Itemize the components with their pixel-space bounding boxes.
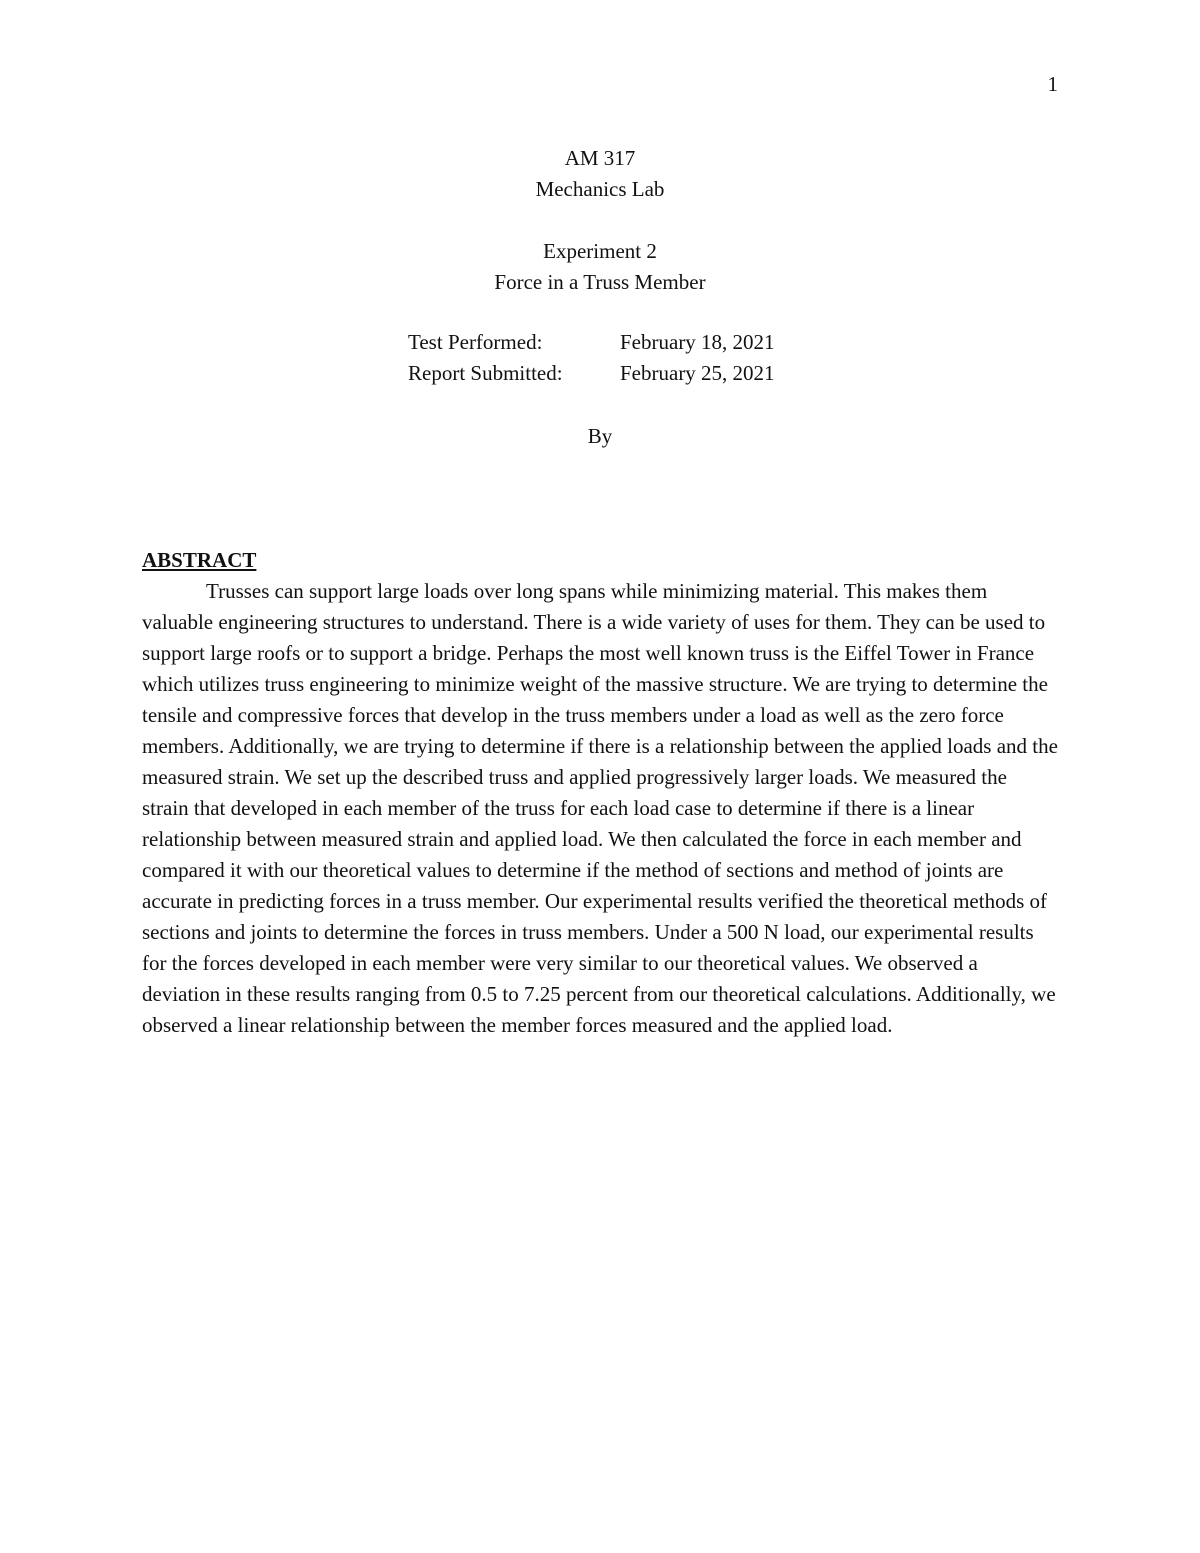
- report-submitted-row: [408, 358, 775, 389]
- test-performed-label: Test Performed:: [408, 330, 543, 354]
- by-line: By: [587, 424, 613, 448]
- experiment-number: Experiment 2: [543, 239, 657, 263]
- experiment-title: Force in a Truss Member: [494, 270, 706, 294]
- dates-block: [408, 327, 775, 389]
- course-name: Mechanics Lab: [535, 177, 665, 201]
- report-submitted-date: February 25, 2021: [620, 361, 775, 385]
- test-performed-date: February 18, 2021: [620, 330, 775, 354]
- test-performed-row: [408, 327, 775, 358]
- abstract-section: [142, 545, 1058, 1041]
- report-submitted-label: Report Submitted:: [408, 361, 563, 385]
- title-spacer: [0, 205, 1200, 236]
- abstract-heading: ABSTRACT: [142, 548, 257, 572]
- abstract-body: Trusses can support large loads over long spans while minimizing material. This makes them valuable engineering structures to understand. There is a wide variety of uses for them. They can be used to support large roofs or to support a bridge. Perhaps the most well known truss is the Eiffel Tower in France which utilizes truss engineering to minimize weight of the massive structure. We are trying to determine the tensile and compressive forces that develop in the truss members under a load as well as the zero force members. Additionally, we are trying to determine if there is a relationship between the applied loads and the measured strain. We set up the described truss and applied progressively larger loads. We measured the strain that developed in each member of the truss for each load case to determine if there is a linear relationship between measured strain and applied load. We then calculated the force in each member and compared it with our theoretical values to determine if the method of sections and method of joints are accurate in predicting forces in a truss member. Our experimental results verified the theoretical methods of sections and joints to determine the forces in truss members. Under a 500 N load, our experimental results for the forces developed in each member were very similar to our theoretical values. We observed a deviation in these results ranging from 0.5 to 7.25 percent from our theoretical calculations. Additionally, we observed a linear relationship between the member forces measured and the applied load.: [142, 579, 1058, 1037]
- title-block: [0, 143, 1200, 298]
- page-number: 1: [1047, 72, 1058, 96]
- course-code: AM 317: [564, 146, 636, 170]
